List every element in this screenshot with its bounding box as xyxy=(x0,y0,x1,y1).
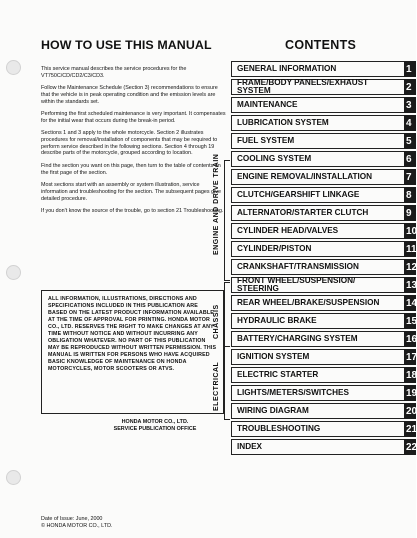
contents-item-label: FUEL SYSTEM xyxy=(231,133,404,149)
contents-item[interactable] xyxy=(231,151,416,167)
binder-hole xyxy=(6,265,21,280)
chassis-group-bracket xyxy=(224,282,230,347)
electrical-group-label: ELECTRICAL xyxy=(213,361,220,411)
section-number-tab: 6 xyxy=(404,151,416,167)
contents-item-label: LUBRICATION SYSTEM xyxy=(231,115,404,131)
intro-paragraph: Performing the first scheduled maintenance is very important. It compensates for the initial wear that occurs during the break-in period. xyxy=(41,111,226,124)
how-to-use-column xyxy=(41,38,227,221)
intro-paragraph: Most sections start with an assembly or system illustration, service information and troubleshooting for the section. The subsequent pages give detailed procedure. xyxy=(41,182,222,202)
contents-item-label: CYLINDER HEAD/VALVES xyxy=(231,223,404,239)
section-number-tab: 19 xyxy=(404,385,416,401)
contents-item[interactable] xyxy=(231,223,416,239)
company-name: HONDA MOTOR CO., LTD. xyxy=(121,419,189,425)
contents-item-label: LIGHTS/METERS/SWITCHES xyxy=(231,385,404,401)
contents-item[interactable] xyxy=(231,133,416,149)
binder-hole xyxy=(6,470,21,485)
electrical-group-bracket xyxy=(224,346,230,420)
contents-title: CONTENTS xyxy=(285,38,357,52)
contents-item-label: REAR WHEEL/BRAKE/SUSPENSION xyxy=(231,295,404,311)
contents-item[interactable] xyxy=(231,313,416,329)
contents-item[interactable] xyxy=(231,439,416,455)
intro-paragraph: Follow the Maintenance Schedule (Section 3) recommendations to ensure that the vehicle is in peak operating condition and the emission levels are within the standards set. xyxy=(41,85,218,105)
contents-item-label: IGNITION SYSTEM xyxy=(231,349,404,365)
contents-item[interactable] xyxy=(231,79,416,95)
contents-item-label: ENGINE REMOVAL/INSTALLATION xyxy=(231,169,404,185)
contents-item[interactable] xyxy=(231,367,416,383)
section-number-tab: 16 xyxy=(404,331,416,347)
section-number-tab: 14 xyxy=(404,295,416,311)
issue-footer xyxy=(41,516,112,530)
contents-item-label: FRAME/BODY PANELS/EXHAUST SYSTEM xyxy=(231,79,404,95)
section-number-tab: 10 xyxy=(404,223,416,239)
section-number-tab: 2 xyxy=(404,79,416,95)
contents-list xyxy=(231,61,417,453)
contents-item[interactable] xyxy=(231,187,416,203)
section-number-tab: 5 xyxy=(404,133,416,149)
contents-item-label: HYDRAULIC BRAKE xyxy=(231,313,404,329)
contents-item-label: FRONT WHEEL/SUSPENSION/ STEERING xyxy=(231,277,404,293)
section-number-tab: 4 xyxy=(404,115,416,131)
notice-text: ALL INFORMATION, ILLUSTRATIONS, DIRECTIONS AND SPECIFICATIONS INCLUDED IN THIS PUBLICATION ARE BASED ON THE LATEST PRODUCT INFORMATION AVAILABLE AT THE TIME OF APPROVAL FOR PRINTING. HONDA MOTOR CO., LTD. RESERVES THE RIGHT TO MAKE CHANGES AT ANY TIME WITHOUT NOTICE AND WITHOUT INCURRING ANY OBLIGATION WHATEVER. NO PART OF THIS PUBLICATION MAY BE REPRODUCED WITHOUT WRITTEN PERMISSION. THIS MANUAL IS WRITTEN FOR PERSONS WHO HAVE ACQUIRED BASIC KNOWLEDGE OF MAINTENANCE ON HONDA MOTORCYCLES, MOTOR SCOOTERS OR ATVS. xyxy=(48,296,217,373)
contents-item[interactable] xyxy=(231,385,416,401)
engine-group-label: ENGINE AND DRIVE TRAIN xyxy=(213,153,220,255)
section-number-tab: 17 xyxy=(404,349,416,365)
contents-item[interactable] xyxy=(231,421,416,437)
contents-item[interactable] xyxy=(231,331,416,347)
company-office: SERVICE PUBLICATION OFFICE xyxy=(113,426,197,432)
intro-paragraph: Find the section you want on this page, then turn to the table of contents on the first page of the section. xyxy=(41,162,221,176)
contents-item-label: CYLINDER/PISTON xyxy=(231,241,404,257)
section-number-tab: 3 xyxy=(404,97,416,113)
intro-paragraph: If you don't know the source of the trouble, go to section 21 Troubleshooting. xyxy=(41,208,224,215)
section-number-tab: 13 xyxy=(404,277,416,293)
section-number-tab: 20 xyxy=(404,403,416,419)
contents-item[interactable] xyxy=(231,97,416,113)
contents-item-label: INDEX xyxy=(231,439,404,455)
contents-item[interactable] xyxy=(231,349,416,365)
section-number-tab: 21 xyxy=(404,421,416,437)
company-block xyxy=(100,419,210,433)
section-number-tab: 22 xyxy=(404,439,416,455)
notice-box xyxy=(41,290,224,414)
contents-item[interactable] xyxy=(231,115,416,131)
contents-item[interactable] xyxy=(231,61,416,77)
section-number-tab: 9 xyxy=(404,205,416,221)
contents-item[interactable] xyxy=(231,169,416,185)
section-number-tab: 7 xyxy=(404,169,416,185)
contents-item-label: WIRING DIAGRAM xyxy=(231,403,404,419)
how-to-use-title: HOW TO USE THIS MANUAL xyxy=(41,38,212,52)
contents-item-label: ALTERNATOR/STARTER CLUTCH xyxy=(231,205,404,221)
section-number-tab: 12 xyxy=(404,259,416,275)
issue-date: Date of Issue: June, 2000 xyxy=(41,516,103,522)
contents-item-label: ELECTRIC STARTER xyxy=(231,367,404,383)
contents-item-label: CRANKSHAFT/TRANSMISSION xyxy=(231,259,404,275)
contents-item-label: BATTERY/CHARGING SYSTEM xyxy=(231,331,404,347)
binder-hole xyxy=(6,60,21,75)
contents-item[interactable] xyxy=(231,259,416,275)
contents-item-label: MAINTENANCE xyxy=(231,97,404,113)
intro-paragraph: This service manual describes the service procedures for the VT750C/CD/CD2/C3/CD3. xyxy=(41,66,187,79)
contents-item[interactable] xyxy=(231,277,416,293)
contents-item[interactable] xyxy=(231,205,416,221)
contents-item-label: GENERAL INFORMATION xyxy=(231,61,404,77)
section-number-tab: 18 xyxy=(404,367,416,383)
contents-item-label: TROUBLESHOOTING xyxy=(231,421,404,437)
contents-item[interactable] xyxy=(231,403,416,419)
contents-item[interactable] xyxy=(231,241,416,257)
contents-item-label: COOLING SYSTEM xyxy=(231,151,404,167)
section-number-tab: 1 xyxy=(404,61,416,77)
chassis-group-label: CHASSIS xyxy=(213,304,220,339)
intro-paragraph: Sections 1 and 3 apply to the whole motorcycle. Section 2 illustrates procedures for removal/installation of components that may be required to perform service described in the following sections. Section 4 through 19 describe parts of the motorcycle, grouped according to location. xyxy=(41,130,218,157)
contents-item-label: CLUTCH/GEARSHIFT LINKAGE xyxy=(231,187,404,203)
section-number-tab: 11 xyxy=(404,241,416,257)
section-number-tab: 15 xyxy=(404,313,416,329)
copyright: © HONDA MOTOR CO., LTD. xyxy=(41,523,113,529)
contents-item[interactable] xyxy=(231,295,416,311)
engine-group-bracket xyxy=(224,160,230,281)
section-number-tab: 8 xyxy=(404,187,416,203)
